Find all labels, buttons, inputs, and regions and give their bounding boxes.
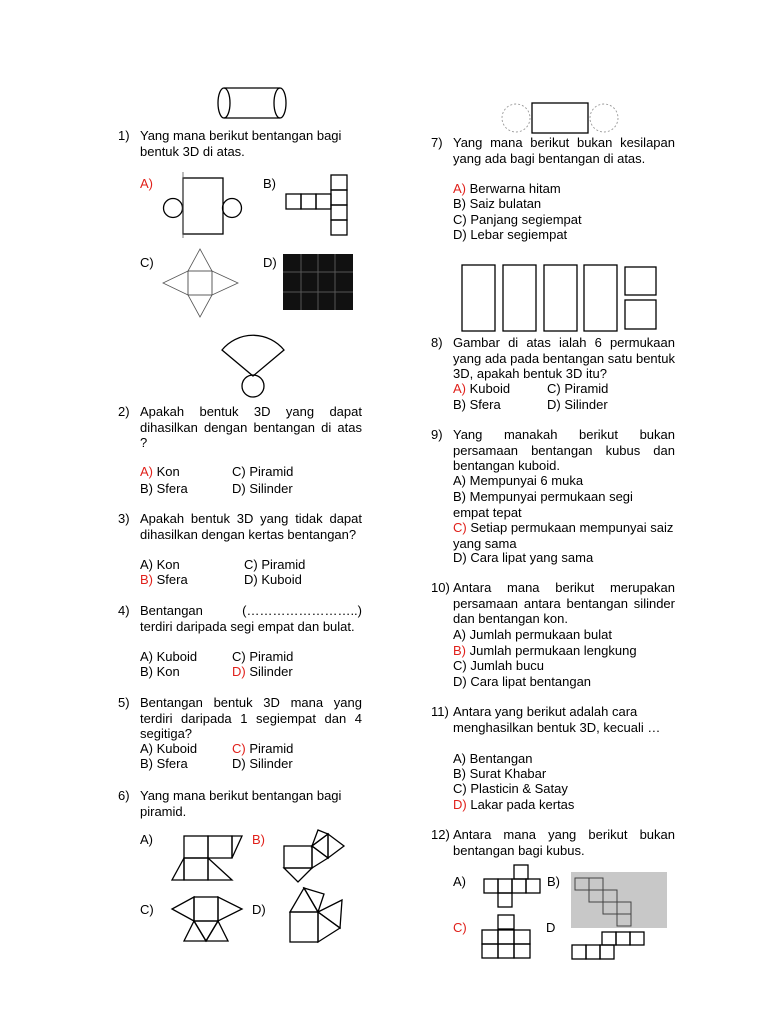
q2-option-c[interactable]: C) Piramid [232,464,294,479]
q1-option-c[interactable]: C) [140,255,154,270]
q7-option-c[interactable]: C) Panjang segiempat [453,212,582,227]
q2-option-a-label: A) [140,464,153,479]
q11-option-a[interactable]: A) Bentangan [453,751,533,766]
q8-option-a[interactable] [453,381,510,397]
q3-option-c[interactable]: C) Piramid [244,557,306,572]
q7-option-d[interactable]: D) Lebar segiempat [453,227,568,242]
q11-option-d-label: D) [453,797,467,812]
q12-option-b-net [571,872,667,928]
six-faces-figure [460,262,660,334]
q12-option-c-net [481,914,537,960]
q12-option-a-net [480,864,550,908]
q5-option-b[interactable]: B) Sfera [140,756,188,771]
q12-option-d[interactable]: D [546,920,556,935]
q5-option-a[interactable]: A) Kuboid [140,741,198,756]
q11-option-d[interactable] [453,797,574,813]
q2-option-d[interactable]: D) Silinder [232,481,293,496]
q3-option-a[interactable]: A) Kon [140,557,180,572]
q6-option-a-net [170,834,244,886]
q12-option-a[interactable]: A) [453,874,466,889]
cylinder-figure [214,86,290,122]
q5-option-c-text: Piramid [249,741,294,756]
q12-option-d-net [570,930,648,962]
q1-option-b[interactable]: B) [263,176,276,191]
q5-option-c[interactable] [232,741,293,757]
q9-option-d[interactable]: D) Cara lipat yang sama [453,550,594,565]
q5-option-c-label: C) [232,741,246,756]
q4-option-a[interactable]: A) Kuboid [140,649,198,664]
q2-option-a[interactable] [140,464,180,480]
q5-option-d[interactable]: D) Silinder [232,756,293,771]
q9-option-c-label: C) [453,520,467,535]
q4-option-d-text: Silinder [249,664,293,679]
q6-option-d[interactable]: D) [252,902,266,917]
q6-option-a[interactable]: A) [140,832,153,847]
faulty-cylinder-net-figure [500,100,620,136]
q4-option-d[interactable] [232,664,293,680]
q10-option-d[interactable]: D) Cara lipat bentangan [453,674,592,689]
q1-option-d[interactable]: D) [263,255,277,270]
q6-option-b-net [282,828,346,886]
q11-option-b[interactable]: B) Surat Khabar [453,766,547,781]
q4-option-b[interactable]: B) Kon [140,664,180,679]
q9-option-b[interactable]: B) Mempunyai permukaan segi empat tepat [453,489,633,520]
q10-option-b-text: Jumlah permukaan lengkung [469,643,637,658]
q10-option-a[interactable]: A) Jumlah permukaan bulat [453,627,612,642]
q10-option-b[interactable] [453,643,637,659]
q1-option-a[interactable]: A) [140,176,153,191]
q9-option-a[interactable]: A) Mempunyai 6 muka [453,473,584,488]
q7-option-b[interactable]: B) Saiz bulatan [453,196,542,211]
q2-option-b[interactable]: B) Sfera [140,481,188,496]
q12-option-c[interactable]: C) [453,920,467,935]
q3-option-b[interactable] [140,572,188,588]
q11-option-d-text: Lakar pada kertas [470,797,575,812]
q2-option-a-text: Kon [156,464,180,479]
q6-option-d-net [284,884,346,948]
q8-option-a-text: Kuboid [469,381,511,396]
q12-option-b[interactable]: B) [547,874,560,889]
q1-option-d-net [283,254,353,310]
q4-option-d-label: D) [232,664,246,679]
q1-option-c-net [160,246,242,320]
q9-option-c-text: Setiap permukaan mempunyai saiz yang sama [453,520,674,551]
q7-option-a-label: A) [453,181,466,196]
cone-net-figure [218,330,288,400]
q7-option-a-text: Berwarna hitam [469,181,561,196]
q1-option-b-net [284,174,350,238]
q3-option-d[interactable]: D) Kuboid [244,572,302,587]
q8-option-b[interactable]: B) Sfera [453,397,501,412]
q6-option-b[interactable]: B) [252,832,265,847]
q8-option-a-label: A) [453,381,466,396]
q1-option-a-net [162,172,244,238]
q4-option-c[interactable]: C) Piramid [232,649,294,664]
q7-option-a[interactable] [453,181,561,197]
q11-option-c[interactable]: C) Plasticin & Satay [453,781,568,796]
q6-option-c[interactable]: C) [140,902,154,917]
q8-option-c[interactable]: C) Piramid [547,381,609,396]
q10-option-c[interactable]: C) Jumlah bucu [453,658,545,673]
q9-option-c[interactable] [453,520,675,551]
q6-option-c-net [170,893,244,945]
q8-option-d[interactable]: D) Silinder [547,397,608,412]
q3-option-b-label: B) [140,572,153,587]
q10-option-b-label: B) [453,643,466,658]
q3-option-b-text: Sfera [156,572,188,587]
